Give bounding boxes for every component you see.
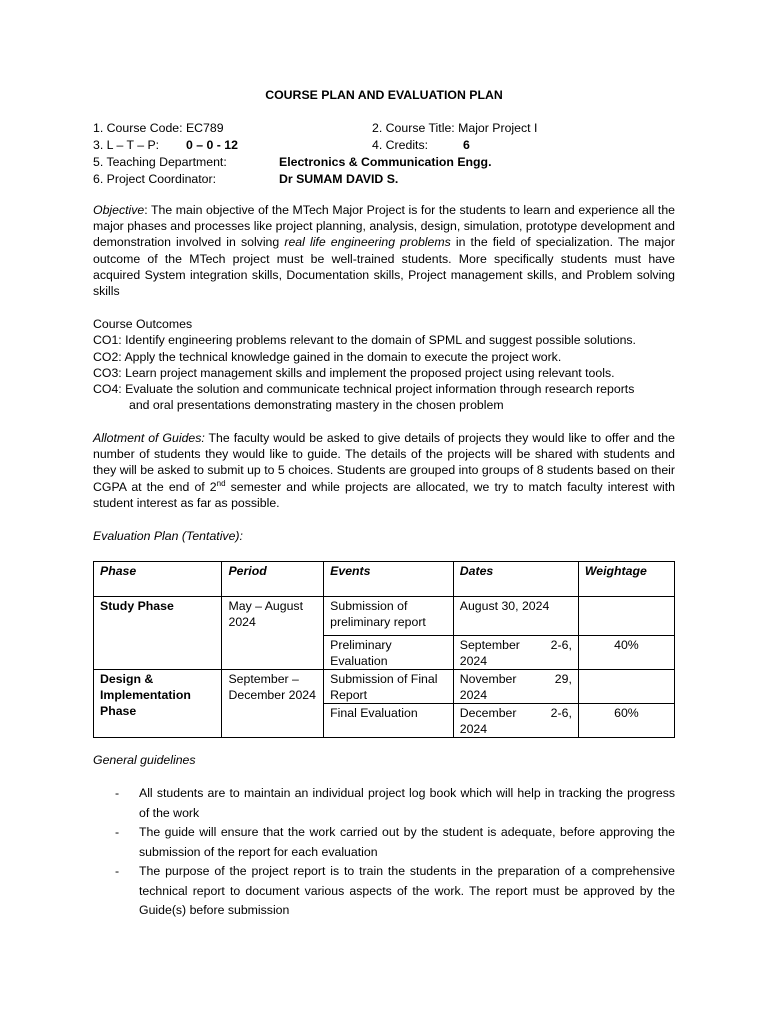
table-header-row	[94, 562, 675, 597]
outcome-co4: CO4: Evaluate the solution and communicate technical project information through research reports	[93, 382, 635, 397]
ltp-value: 0 – 0 - 12	[186, 138, 238, 152]
header-weightage: Weightage	[578, 562, 674, 597]
design-date-2-year: 2024	[459, 722, 488, 736]
header-phase: Phase	[94, 562, 222, 597]
design-date-1-line	[460, 671, 572, 687]
study-weight-empty	[578, 597, 674, 636]
study-weight: 40%	[578, 636, 674, 670]
allotment-text-a: The faculty would be asked to give details of projects they would like to offer and the number of students they would like to guide. The details of the projects will be shared with students and they will be asked to submit up to 5 choices. Students are grouped into groups of 8 students based on their CGPA at the end of 2	[93, 431, 675, 494]
outcome-co1: CO1: Identify engineering problems relevant to the domain of SPML and suggest possible solutions.	[93, 333, 636, 348]
study-date-2-line	[460, 637, 572, 653]
design-event-1: Submission of Final Report	[324, 670, 454, 704]
list-item	[93, 862, 675, 921]
ltp-label: 3. L – T – P:	[93, 138, 160, 152]
dept-value: Electronics & Communication Engg.	[279, 155, 492, 169]
design-date-1-month: November	[459, 672, 517, 686]
design-event-2: Final Evaluation	[324, 704, 454, 738]
objective-label: Objective	[93, 203, 145, 217]
outcome-co4-continued: and oral presentations demonstrating mastery in the chosen problem	[129, 398, 504, 413]
course-title: 2. Course Title: Major Project I	[372, 121, 538, 135]
table-row	[94, 670, 675, 704]
course-outcomes	[93, 316, 675, 414]
study-phase-cell: Study Phase	[94, 597, 222, 670]
header-dates: Dates	[453, 562, 578, 597]
allotment-label: Allotment of Guides:	[93, 431, 205, 445]
outcome-co2: CO2: Apply the technical knowledge gained in the domain to execute the project work.	[93, 349, 562, 364]
coord-label: 6. Project Coordinator:	[93, 172, 217, 186]
design-date-1-year: 2024	[459, 688, 488, 702]
guideline-text: The purpose of the project report is to train the students in the preparation of a comprehensive technical report to document various aspects of the work. The report must be approved by the Guide(s) before submission	[139, 864, 675, 917]
table-row	[94, 597, 675, 636]
guidelines-list	[93, 784, 675, 921]
info-row-2	[93, 137, 675, 154]
course-info	[93, 120, 675, 188]
objective-text-a: : The main objective of the MTech Major Project is for the students to learn and experience all the major phases and processes like project planning, analysis, design, simulation, prototype development and demonstration involved in solving	[93, 203, 675, 250]
study-date-2	[453, 636, 578, 670]
allotment-paragraph	[93, 430, 675, 511]
header-period: Period	[222, 562, 324, 597]
evaluation-table	[93, 561, 675, 738]
design-date-2	[453, 704, 578, 738]
design-phase-cell: Design & Implementation Phase	[94, 670, 222, 738]
info-row-1	[93, 120, 675, 137]
evaluation-heading: Evaluation Plan (Tentative):	[93, 529, 243, 543]
study-event-2: Preliminary Evaluation	[324, 636, 454, 670]
credits-label: 4. Credits:	[372, 138, 429, 152]
course-code: 1. Course Code: EC789	[93, 121, 224, 135]
allotment-superscript: nd	[216, 478, 226, 488]
outcomes-heading: Course Outcomes	[93, 317, 193, 331]
study-date-2-year: 2024	[459, 654, 488, 668]
design-date-1-days: 29,	[554, 672, 572, 686]
design-date-1	[453, 670, 578, 704]
info-row-4	[93, 171, 675, 188]
bullet-dash: -	[115, 864, 120, 878]
design-date-2-month: December	[459, 706, 517, 720]
guideline-text: All students are to maintain an individual project log book which will help in tracking the progress of the work	[139, 786, 675, 820]
allotment-text-b: semester and while projects are allocated, we try to match faculty interest with student interest as far as possible.	[93, 479, 675, 510]
objective-paragraph	[93, 202, 675, 299]
study-period-cell: May – August 2024	[222, 597, 324, 670]
list-item	[93, 784, 675, 823]
header-events: Events	[324, 562, 454, 597]
design-weight-empty	[578, 670, 674, 704]
design-date-2-days: 2-6,	[550, 706, 572, 720]
design-weight: 60%	[578, 704, 674, 738]
outcome-co3: CO3: Learn project management skills and implement the proposed project using relevant tools.	[93, 365, 615, 380]
bullet-dash: -	[115, 786, 120, 800]
study-date-1: August 30, 2024	[453, 597, 578, 636]
dept-label: 5. Teaching Department:	[93, 155, 227, 169]
objective-emphasis: real life engineering problems	[284, 235, 451, 250]
study-event-1: Submission of preliminary report	[324, 597, 454, 636]
design-period-cell: September – December 2024	[222, 670, 324, 738]
study-date-2-days: 2-6,	[550, 638, 572, 652]
coord-value: Dr SUMAM DAVID S.	[279, 172, 399, 186]
objective-text-b: in the field of specialization. The major outcome of the MTech project must be well-trained students. More specifically students must have acquired System integration skills, Documentation skills, Project management skills, and Problem solving skills	[93, 235, 675, 299]
page-title: COURSE PLAN AND EVALUATION PLAN	[265, 88, 503, 102]
credits-value: 6	[463, 138, 470, 152]
list-item	[93, 823, 675, 862]
design-date-2-line	[460, 705, 572, 721]
guidelines-heading: General guidelines	[93, 753, 196, 767]
bullet-dash: -	[115, 825, 120, 839]
study-date-2-month: September	[459, 638, 520, 652]
info-row-3	[93, 154, 675, 171]
guideline-text: The guide will ensure that the work carried out by the student is adequate, before approving the submission of the report for each evaluation	[139, 825, 675, 859]
